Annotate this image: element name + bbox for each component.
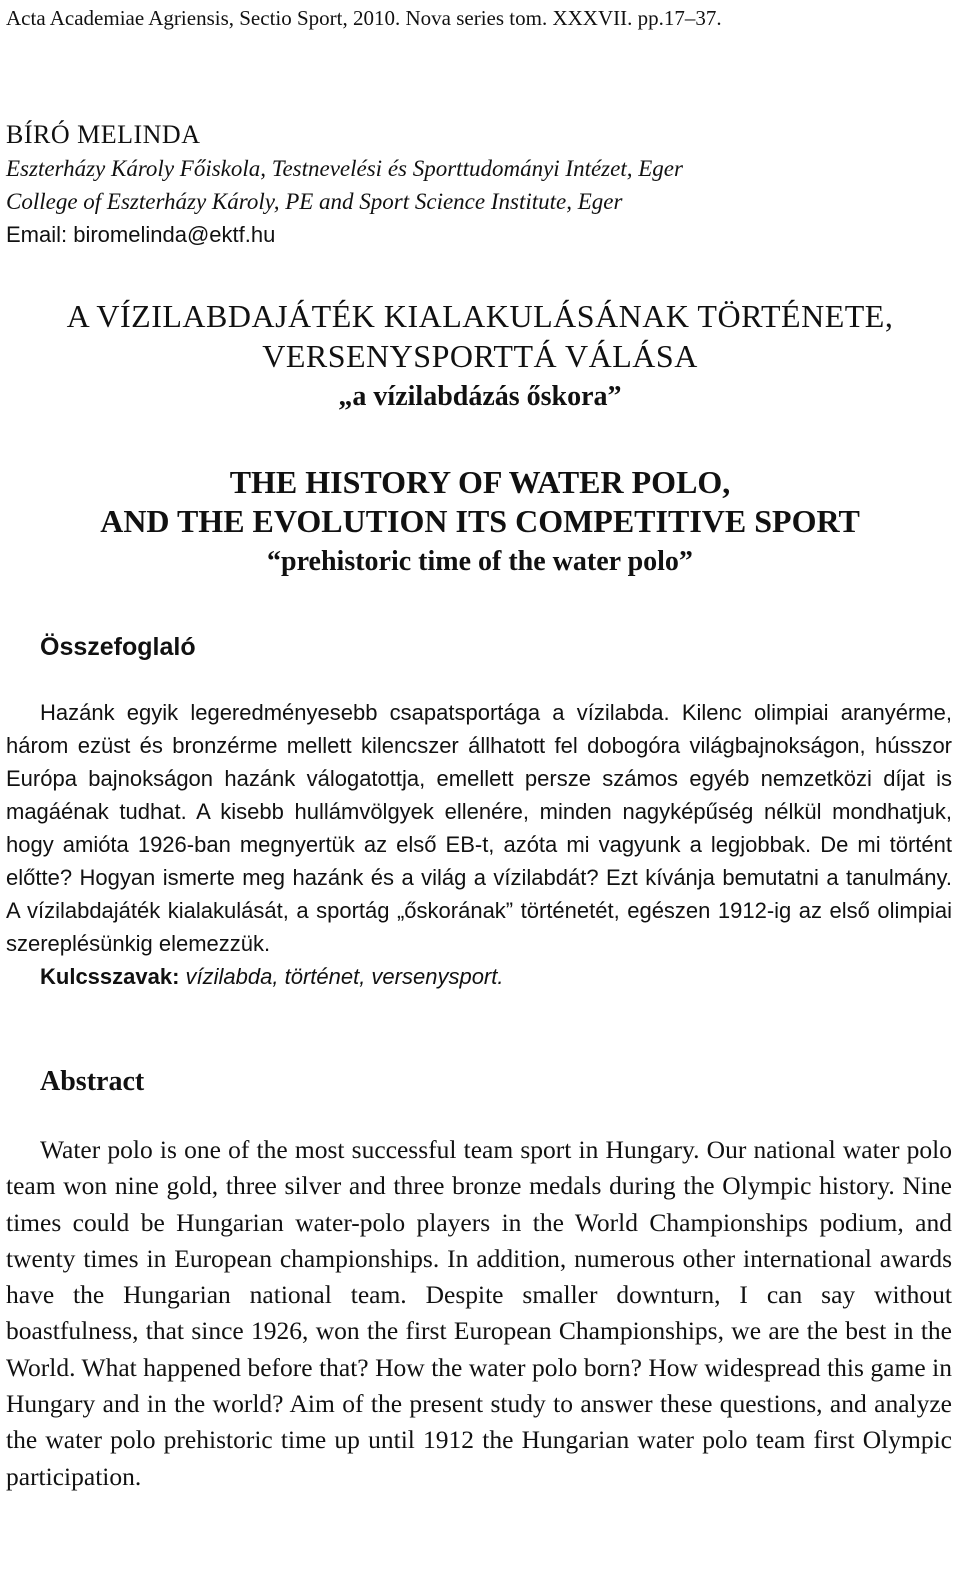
title-en-line2: AND THE EVOLUTION ITS COMPETITIVE SPORT — [100, 503, 860, 539]
keywords-label: Kulcsszavak: — [40, 964, 180, 989]
summary-heading: Összefoglaló — [40, 633, 196, 661]
abstract-heading: Abstract — [40, 1066, 145, 1097]
affiliation-hu: Eszterházy Károly Főiskola, Testnevelési és Sporttudományi Intézet, Eger — [6, 156, 683, 181]
affiliation-en: College of Eszterházy Károly, PE and Sport Science Institute, Eger — [6, 189, 623, 214]
journal-header: Acta Academiae Agriensis, Sectio Sport, 2010. Nova series tom. XXXVII. pp.17–37. — [6, 6, 722, 30]
title-hu-line1: A VÍZILABDAJÁTÉK KIALAKULÁSÁNAK TÖRTÉNETE, — [66, 298, 894, 334]
title-en-subtitle: “prehistoric time of the water polo” — [267, 546, 693, 577]
title-hu-line2: VERSENYSPORTTÁ VÁLÁSA — [262, 338, 698, 374]
author-name: BÍRÓ MELINDA — [6, 120, 201, 149]
summary-text: Hazánk egyik legeredményesebb csapatsportága a vízilabda. Kilenc olimpiai aranyérme, három ezüst és bronzérme mellett kilencszer állhatott fel dobogóra világbajnokságon, hússzor Európa bajnokságon hazánk válogatottja, emellett persze számos egyéb nemzetközi díjat is magáénak tudhat. A kisebb hullámvölgyek ellenére, minden nagyképűség nélkül mondhatjuk, hogy amióta 1926-ban megnyertük az első EB-t, azóta mi vagyunk a legjobbak. De mi történt előtte? Hogyan ismerte meg hazánk és a világ a vízilabdát? Ezt kívánja bemutatni a tanulmány. A vízilabdajáték kialakulását, a sportág „őskorának” történetét, egészen 1912-ig az első olimpiai szereplésünkig elemezzük. — [6, 700, 952, 956]
abstract-paragraph — [6, 1132, 952, 1495]
keywords-text: vízilabda, történet, versenysport. — [185, 964, 504, 989]
title-hu-subtitle: „a vízilabdázás őskora” — [338, 381, 622, 412]
abstract-text: Water polo is one of the most successful team sport in Hungary. Our national water polo team won nine gold, three silver and three bronze medals during the Olympic history. Nine times could be Hungarian water-polo players in the World Championships podium, and twenty times in European championships. In addition, numerous other international awards have the Hungarian national team. Despite smaller downturn, I can say without boastfulness, that since 1926, won the first European Championships, we are the best in the World. What happened before that? How the water polo born? How widespread this game in Hungary and in the world? Aim of the present study to answer these questions, and analyze the water polo prehistoric time up until 1912 the Hungarian water polo team first Olympic participation. — [6, 1135, 952, 1491]
author-email: Email: biromelinda@ektf.hu — [6, 222, 276, 247]
summary-paragraph — [6, 696, 952, 993]
title-en-line1: THE HISTORY OF WATER POLO, — [229, 464, 731, 500]
